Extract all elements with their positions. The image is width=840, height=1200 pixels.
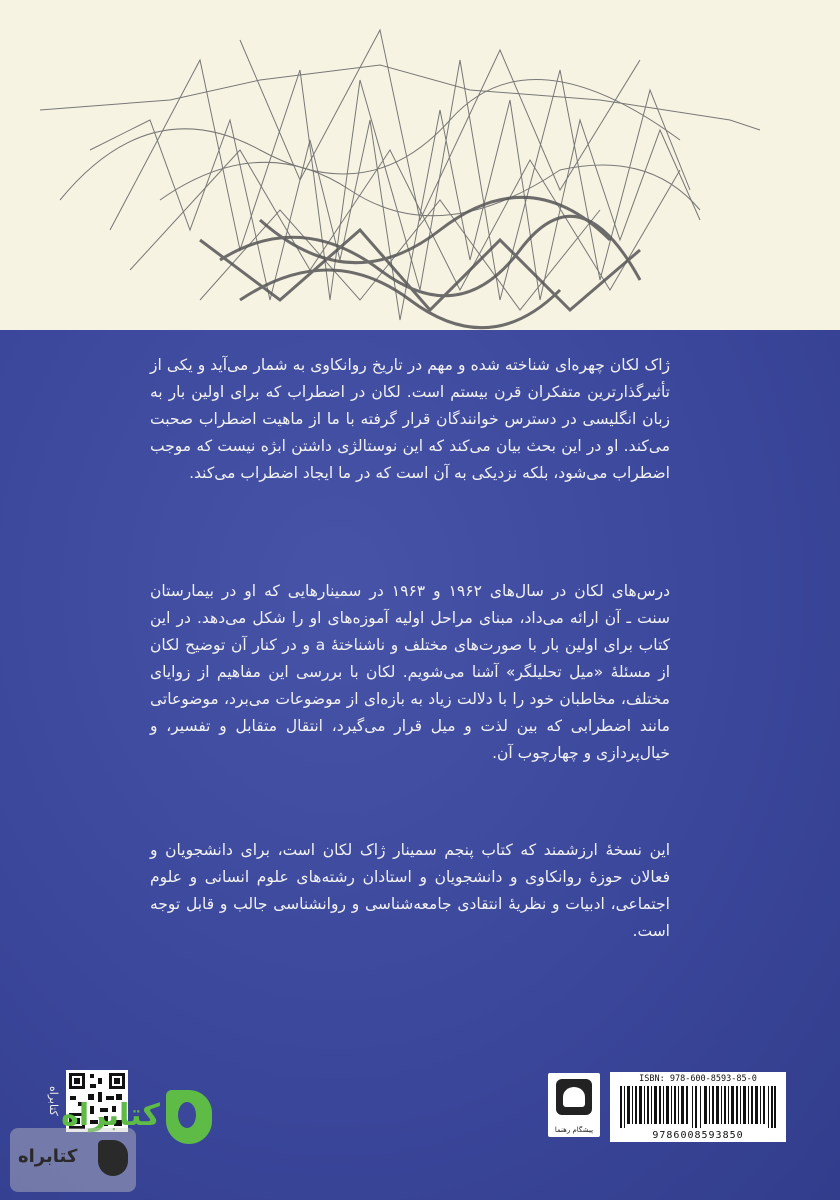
blurb-panel [0, 330, 840, 1200]
isbn-barcode [610, 1072, 786, 1142]
publisher-caption: پیشگام رهنما [554, 1126, 594, 1134]
ketabrah-leaf-icon [166, 1090, 212, 1144]
barcode-number: 9786008593850 [652, 1130, 744, 1141]
watermark-leaf-icon [98, 1140, 128, 1176]
blurb-paragraph-3: این نسخهٔ ارزشمند که کتاب پنجم سمینار ژاک لکان است، برای دانشجویان و فعالان حوزهٔ روانکاوی و دانشجویان و استادان رشته‌های علوم انسانی و علوم اجتماعی، ادبیات و نظریهٔ انتقادی جامعه‌شناسی و روانشناسی جالب و قابل توجه است. [150, 841, 670, 940]
qr-side-text: کتابراه [47, 1086, 60, 1116]
publisher-logo [548, 1073, 600, 1137]
blurb-paragraph-2: درس‌های لکان در سال‌های ۱۹۶۲ و ۱۹۶۳ در سمینارهایی که او در بیمارستان سنت ـ آن ارائه می‌داد، مبنای مراحل اولیه آموزه‌های او را شکل می‌دهد. در این کتاب برای اولین بار با صورت‌های مختلف و ناشناختهٔ a و در کنار آن توضیح لکان از مسئلهٔ «میل تحلیلگر» آشنا می‌شویم. لکان با بررسی این مفاهیم از زوایای مختلف، مخاطبان خود را با دلالت زیاد به بازه‌ای از موضوعات می‌برد، موضوعاتی مانند اضطرابی که بین لذت و میل قرار می‌گیرد، انتقال متقابل و تفسیر، و خیال‌پردازی و چهارچوب آن. [150, 582, 670, 762]
watermark-text: کتابراه [18, 1146, 78, 1167]
ketabrah-watermark [10, 1128, 136, 1192]
publisher-logo-icon [556, 1079, 592, 1115]
isbn-label: ISBN: 978-600-8593-85-0 [639, 1074, 757, 1084]
ketabrah-logo-text: کتابراه [61, 1098, 160, 1133]
blurb-paragraph-1: ژاک لکان چهره‌ای شناخته شده و مهم در تاریخ روانکاوی به شمار می‌آید و یکی از تأثیرگذارترین متفکران قرن بیستم است. لکان در اضطراب که برای اولین بار به زبان انگلیسی در دسترس خوانندگان قرار گرفته با ما از ماهیت اضطراب صحبت می‌کند. او در این بحث بیان می‌کند که این نوستالژی داشتن ابژه نیست که موجب اضطراب می‌شود، بلکه نزدیکی به آن است که در ما ایجاد اضطراب می‌کند. [150, 356, 670, 482]
scribble-illustration [0, 0, 840, 330]
barcode-icon [620, 1086, 776, 1128]
scribble-illustration-panel [0, 0, 840, 330]
